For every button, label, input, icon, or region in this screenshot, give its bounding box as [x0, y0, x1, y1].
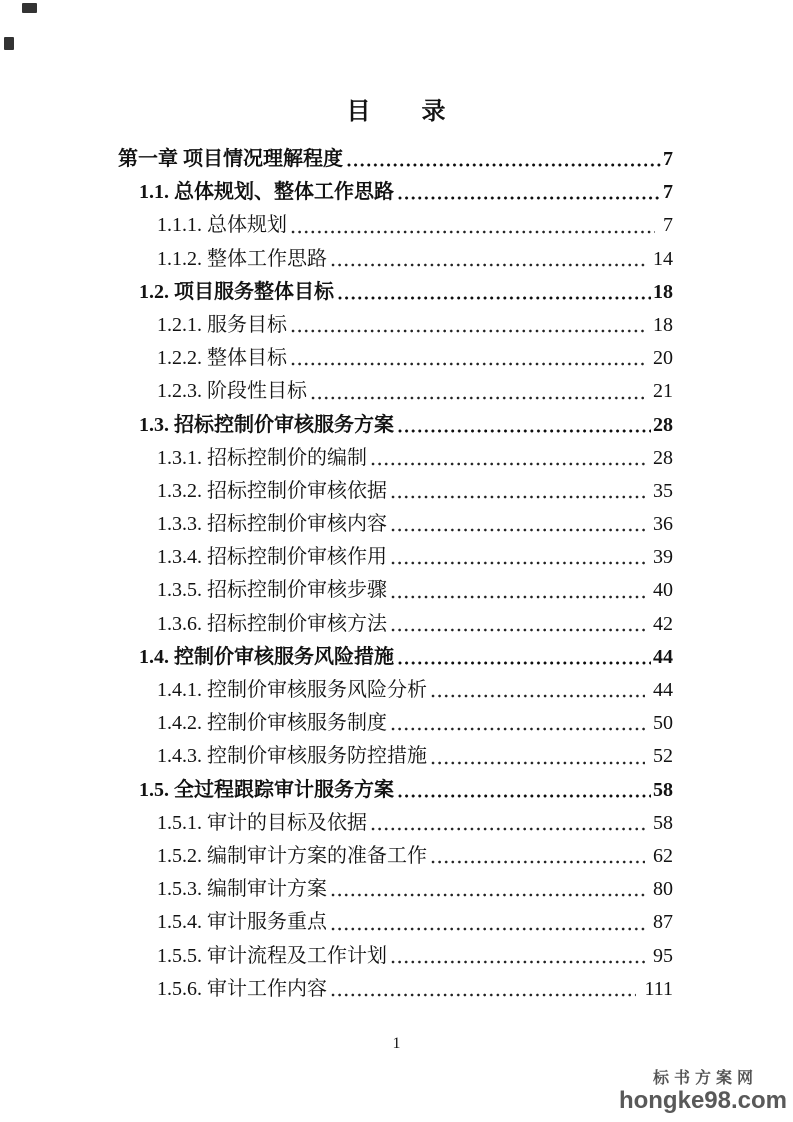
toc-entry-page: 80	[653, 878, 673, 901]
toc-entry[interactable]	[118, 674, 673, 707]
toc-entry[interactable]	[118, 143, 673, 176]
dot-leader	[291, 209, 657, 242]
toc-entry[interactable]	[118, 475, 673, 508]
toc-entry-page: 44	[653, 679, 673, 701]
dot-leader	[331, 973, 638, 1006]
toc-entry[interactable]	[118, 276, 673, 309]
dot-leader	[331, 243, 647, 276]
toc-entry-page: 28	[653, 446, 673, 469]
toc-entry-page: 14	[653, 247, 673, 270]
dot-leader	[391, 508, 647, 541]
dot-leader	[398, 774, 653, 807]
toc-entry-label: 1.5.3. 编制审计方案	[157, 878, 327, 901]
toc-entry-label: 1.4.2. 控制价审核服务制度	[157, 712, 387, 735]
toc-entry-label: 1.4.1. 控制价审核服务风险分析	[157, 679, 427, 701]
toc-entry[interactable]	[118, 209, 673, 242]
toc-entry-label: 1.2. 项目服务整体目标	[139, 280, 334, 303]
toc-entry[interactable]	[118, 940, 673, 973]
watermark-site-url: hongke98.com	[618, 1087, 787, 1114]
toc-entry[interactable]	[118, 608, 673, 641]
toc-entry[interactable]	[118, 409, 673, 442]
toc-entry-label: 1.1. 总体规划、整体工作思路	[139, 181, 394, 204]
toc-entry[interactable]	[118, 774, 673, 807]
toc-entry[interactable]	[118, 740, 673, 773]
toc-entry-page: 35	[653, 479, 673, 502]
toc-entry[interactable]	[118, 707, 673, 740]
toc-entry-page: 21	[653, 380, 673, 403]
toc-entry-label: 1.2.1. 服务目标	[157, 313, 287, 336]
toc-entry-label: 1.3.3. 招标控制价审核内容	[157, 513, 387, 536]
toc-entry-label: 1.1.1. 总体规划	[157, 214, 287, 237]
toc-entry-label: 1.5.6. 审计工作内容	[157, 977, 327, 1000]
toc-entry-page: 58	[653, 811, 673, 834]
toc-entry-label: 1.5.1. 审计的目标及依据	[157, 811, 367, 834]
toc-entry-page: 44	[653, 645, 673, 668]
dot-leader	[291, 342, 647, 375]
scan-speck	[22, 3, 37, 13]
toc-entry-label: 1.3.4. 招标控制价审核作用	[157, 546, 387, 569]
toc-entry-label: 1.5.2. 编制审计方案的准备工作	[157, 844, 427, 867]
toc-entry[interactable]	[118, 807, 673, 840]
toc-entry-label: 1.1.2. 整体工作思路	[157, 247, 327, 270]
dot-leader	[371, 442, 647, 475]
toc-entry[interactable]	[118, 309, 673, 342]
dot-leader	[391, 608, 647, 641]
toc-entry-page: 7	[663, 214, 673, 237]
toc-entry[interactable]	[118, 873, 673, 906]
dot-leader	[371, 807, 647, 840]
toc-entry[interactable]	[118, 541, 673, 574]
dot-leader	[331, 906, 647, 939]
toc-entry-label: 第一章 项目情况理解程度	[118, 148, 343, 170]
toc-entry-page: 18	[653, 280, 673, 303]
toc-entry-page: 87	[653, 911, 673, 934]
dot-leader	[331, 873, 647, 906]
watermark-site-name: 标书方案网	[652, 1070, 758, 1087]
toc-entry[interactable]	[118, 176, 673, 209]
toc-entry-page: 58	[653, 778, 673, 801]
toc-entry-label: 1.5.4. 审计服务重点	[157, 911, 327, 934]
dot-leader	[431, 840, 647, 873]
dot-leader	[391, 940, 647, 973]
scan-speck	[4, 37, 14, 50]
toc-entry[interactable]	[118, 442, 673, 475]
toc-entry-label: 1.2.2. 整体目标	[157, 347, 287, 370]
dot-leader	[338, 276, 653, 309]
toc-entry-page: 40	[653, 579, 673, 602]
dot-leader	[398, 409, 653, 442]
dot-leader	[398, 176, 663, 209]
toc-list	[118, 143, 673, 1006]
toc-entry-label: 1.4. 控制价审核服务风险措施	[139, 645, 394, 668]
dot-leader	[391, 475, 647, 508]
toc-entry-label: 1.4.3. 控制价审核服务防控措施	[157, 745, 427, 768]
toc-entry[interactable]	[118, 973, 673, 1006]
toc-entry-page: 20	[653, 347, 673, 370]
toc-entry[interactable]	[118, 243, 673, 276]
dot-leader	[398, 641, 653, 674]
dot-leader	[431, 674, 647, 707]
dot-leader	[311, 375, 647, 408]
toc-entry[interactable]	[118, 574, 673, 607]
toc-entry-label: 1.2.3. 阶段性目标	[157, 380, 307, 403]
toc-entry-label: 1.3.6. 招标控制价审核方法	[157, 612, 387, 635]
toc-entry-page: 42	[653, 612, 673, 635]
dot-leader	[291, 309, 647, 342]
toc-entry-page: 7	[663, 181, 673, 204]
dot-leader	[391, 541, 647, 574]
toc-entry-page: 7	[663, 148, 673, 170]
toc-entry-label: 1.5. 全过程跟踪审计服务方案	[139, 778, 394, 801]
footer-page-number: 1	[392, 1035, 401, 1052]
toc-entry-page: 36	[653, 513, 673, 536]
toc-entry[interactable]	[118, 342, 673, 375]
toc-entry-label: 1.5.5. 审计流程及工作计划	[157, 944, 387, 967]
dot-leader	[431, 740, 647, 773]
toc-entry[interactable]	[118, 375, 673, 408]
toc-entry[interactable]	[118, 641, 673, 674]
toc-entry-label: 1.3.5. 招标控制价审核步骤	[157, 579, 387, 602]
toc-entry-label: 1.3. 招标控制价审核服务方案	[139, 413, 394, 436]
site-watermark	[619, 1070, 787, 1113]
toc-entry-page: 28	[653, 413, 673, 436]
toc-entry-page: 52	[653, 745, 673, 768]
dot-leader	[391, 574, 647, 607]
toc-entry-page: 111	[644, 977, 673, 1000]
dot-leader	[391, 707, 647, 740]
toc-title: 目 录	[346, 99, 447, 125]
toc-entry-page: 18	[653, 313, 673, 336]
toc-entry-label: 1.3.1. 招标控制价的编制	[157, 446, 367, 469]
toc-entry[interactable]	[118, 508, 673, 541]
toc-entry-page: 50	[653, 712, 673, 735]
toc-entry[interactable]	[118, 906, 673, 939]
toc-entry-page: 62	[653, 844, 673, 867]
toc-entry-label: 1.3.2. 招标控制价审核依据	[157, 479, 387, 502]
toc-entry-page: 95	[653, 944, 673, 967]
toc-entry-page: 39	[653, 546, 673, 569]
toc-entry[interactable]	[118, 840, 673, 873]
dot-leader	[347, 143, 663, 176]
